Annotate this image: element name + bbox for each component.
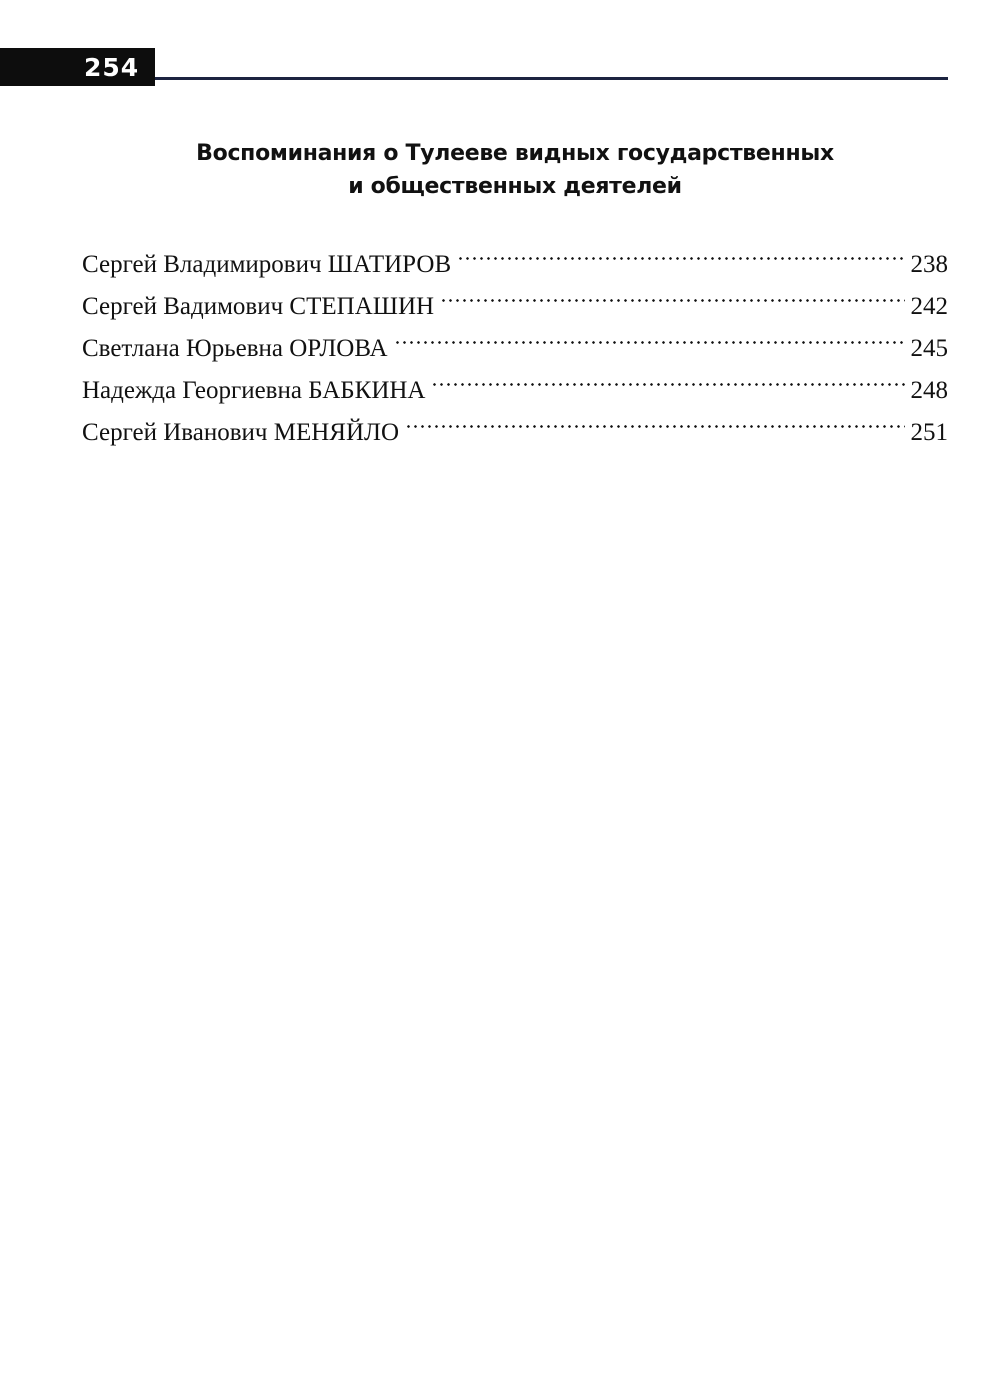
toc-entry-name: Надежда Георгиевна БАБКИНА: [82, 377, 426, 404]
toc-entry-name: Светлана Юрьевна ОРЛОВА: [82, 335, 388, 362]
header-rule: [155, 77, 948, 80]
toc-leader-dots: [457, 230, 904, 272]
toc-leader-dots: [440, 272, 904, 314]
toc-entry-page: 245: [910, 335, 948, 362]
toc-entry-name: Сергей Владимирович ШАТИРОВ: [82, 251, 452, 278]
section-heading-line-2: и общественных деятелей: [348, 174, 682, 199]
toc-entry[interactable]: [82, 230, 948, 278]
toc-entry-page: 251: [910, 419, 948, 446]
section-heading-line-1: Воспоминания о Тулееве видных государственных: [196, 141, 834, 166]
toc-leader-dots: [405, 398, 904, 440]
toc-leader-dots: [431, 356, 904, 398]
page-number: 254: [84, 53, 140, 82]
toc-entry-page: 248: [910, 377, 948, 404]
toc-entry-page: 238: [910, 251, 948, 278]
toc-entry-name: Сергей Иванович МЕНЯЙЛО: [82, 419, 400, 446]
section-heading: [100, 137, 930, 203]
toc-entry-name: Сергей Вадимович СТЕПАШИН: [82, 293, 435, 320]
toc-entry-page: 242: [910, 293, 948, 320]
toc-leader-dots: [394, 314, 905, 356]
table-of-contents: [82, 230, 948, 446]
